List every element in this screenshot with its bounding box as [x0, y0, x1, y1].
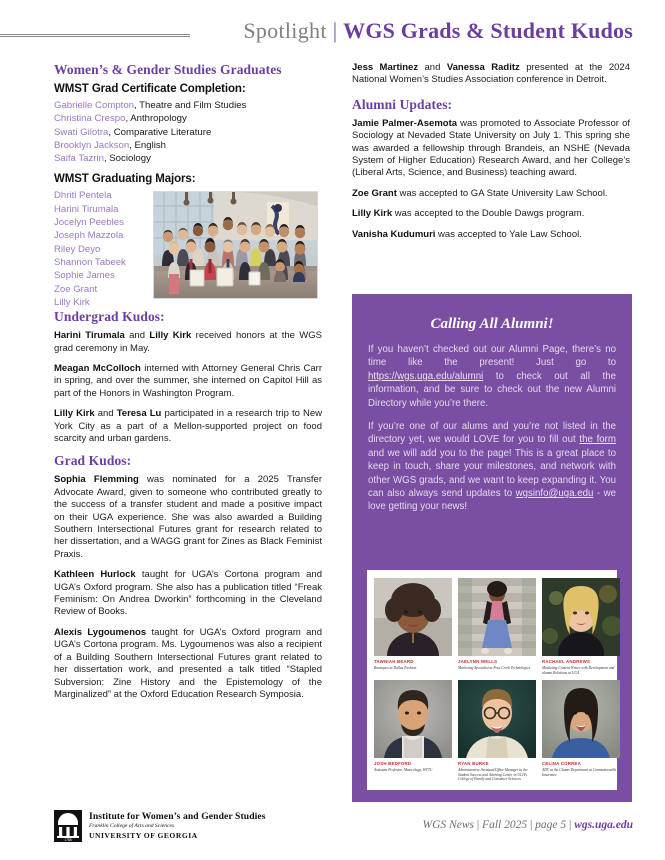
photo-grid-row	[374, 578, 615, 675]
connector: and	[418, 62, 447, 73]
callout-text: - we love getting your news!	[368, 488, 616, 513]
item-text: was accepted to the Double Dawgs program.	[392, 208, 585, 220]
person-name: Harini Tirumala	[54, 330, 125, 342]
person-name: Meagan McColloch	[54, 362, 141, 374]
subheading-certificate-completion: WMST Grad Certificate Completion:	[54, 83, 246, 95]
alumni-headshot	[374, 578, 452, 656]
alumni-name: JOSH BEDFORD	[374, 761, 412, 767]
alumni-update-item	[352, 229, 630, 241]
undergrad-kudos-item	[54, 363, 322, 400]
list-item: Riley Deyo	[54, 243, 101, 255]
conference-presentation-item	[352, 62, 630, 87]
graduating-majors-list	[54, 189, 150, 309]
section-heading-graduates: Women’s & Gender Studies Graduates	[54, 62, 282, 77]
alumni-name: JAELYNN WELLS	[458, 659, 498, 664]
alumni-photo-grid	[367, 570, 617, 790]
item-text: taught for UGA’s Oxford program and UGA’s Cortona program. Ms. Lygoumenos was also a recipient of a Building Southern Intersectional Futures grant related to her dissertation work, and presented a talk titled “Stapled Subversion: Zine History and the Epistemology of the Marginalized” at the Oxford Education Research Symposia.	[54, 626, 322, 700]
left-column	[54, 62, 322, 701]
person-name: Lilly Kirk	[54, 408, 95, 420]
alumni-photo-card	[458, 578, 536, 675]
student-dept: , Comparative Literature	[108, 126, 212, 138]
person-name: Lilly Kirk	[149, 330, 192, 342]
student-dept: , English	[129, 139, 166, 151]
section-heading-undergrad-kudos: Undergrad Kudos:	[54, 309, 165, 325]
person-name: Zoe Grant	[352, 187, 397, 199]
list-item	[54, 112, 322, 125]
alumni-headshot	[542, 578, 620, 656]
list-item: Sophie James	[54, 270, 115, 282]
the-form-link[interactable]: the form	[579, 434, 616, 446]
person-name: Teresa Lu	[116, 408, 162, 420]
page-title: WGS Grads & Student Kudos	[343, 18, 633, 43]
person-name: Kathleen Hurlock	[54, 569, 136, 581]
alumni-headshot	[542, 680, 620, 758]
callout-text: and we will add you to the page! This is a great place to keep in touch, share your milestones, and network with other WGS grads, and we want to keep expanding it. You can also always send updates to	[368, 447, 616, 500]
svg-text:1785: 1785	[64, 838, 72, 842]
majors-and-photo	[54, 189, 322, 309]
alumni-name: RACHAEL ANDREWS	[542, 659, 591, 664]
student-name: Saifa Tazrin	[54, 153, 104, 165]
list-item: Harini Tirumala	[54, 203, 119, 215]
callout-paragraph-1	[368, 343, 616, 410]
alumni-photo-card	[374, 578, 452, 675]
alumni-page-link[interactable]: https://wgs.uga.edu/alumni	[368, 370, 484, 382]
connector: and	[124, 330, 150, 342]
list-item	[54, 99, 322, 112]
page-masthead	[0, 14, 665, 48]
list-item	[54, 139, 322, 152]
grad-kudos-item	[54, 474, 322, 561]
item-text: was accepted to GA State University Law School.	[396, 187, 608, 199]
section-heading-grad-kudos: Grad Kudos:	[54, 453, 132, 469]
list-item	[54, 126, 322, 139]
separator: |	[527, 819, 536, 831]
masthead-divider: |	[332, 18, 338, 43]
alumni-photo-card	[374, 680, 452, 782]
undergrad-kudos-item	[54, 408, 322, 445]
photo-grid-row	[374, 680, 617, 782]
list-item: Dhriti Pentela	[54, 190, 112, 202]
item-text: received honors at the WGS grad ceremony in May.	[54, 330, 322, 354]
alumni-caption: Marketing Specialist at Poss Creek Technologies	[458, 666, 531, 670]
list-item	[54, 152, 322, 165]
person-name: Alexis Lygoumenos	[54, 626, 147, 638]
item-text: presented at the 2024 National Women’s Studies Association conference in Detroit.	[352, 62, 631, 86]
item-text: participated in a research trip to New York City as a part of a Mellon-supported project on food scarcity and urban gardens.	[54, 408, 322, 444]
student-name: Swati Gilotra	[54, 126, 109, 138]
subheading-graduating-majors: WMST Graduating Majors:	[54, 173, 196, 186]
alumni-update-item	[352, 188, 630, 200]
footer-meta	[423, 819, 633, 831]
callout-text: If you’re one of our alums and you’re not listed in the directory yet, we would LOVE for you to fill out	[368, 421, 616, 446]
undergrad-kudos-item	[54, 330, 322, 355]
item-text: was promoted to Associate Professor of Sociology at Nevaded State University on July 1. This spring she was awarded a fellowship through Brandeis, an NSHE (Nevada System of Higher Education) Research Award, and her College’s (Liberal Arts, Science, and Business) teaching award.	[352, 117, 630, 179]
university-name: UNIVERSITY OF GEORGIA	[89, 831, 198, 841]
institute-name: Institute for Women’s and Gender Studies	[89, 811, 266, 823]
page-number: page 5	[535, 819, 567, 831]
alumni-caption: Boutiques at Dallas Fashion	[374, 666, 417, 670]
grad-kudos-item	[54, 627, 322, 701]
alumni-photo-card	[542, 680, 620, 782]
calling-all-alumni-callout	[352, 294, 632, 802]
alumni-headshot	[458, 680, 536, 758]
item-text: was accepted to Yale Law School.	[435, 228, 582, 240]
list-item: Shannon Tabeek	[54, 256, 126, 268]
connector: and	[94, 408, 117, 420]
issue-date: Fall 2025	[482, 819, 528, 831]
alumni-photo-card	[542, 578, 620, 675]
student-dept: , Theatre and Film Studies	[134, 100, 247, 111]
alumni-caption: Administrative Assistant/Office Manager in the Student Success and Advising Center in UGA’s College of Family and Consumer Sciences	[458, 768, 528, 782]
student-name: Christina Crespo	[54, 113, 126, 125]
alumni-name: TAWNIAH BEARD	[374, 659, 414, 664]
page-footer	[0, 802, 665, 860]
grad-kudos-item	[54, 569, 322, 619]
alumni-headshot	[374, 680, 452, 758]
item-text: was nominated for a 2025 Transfer Advocate Award, given to someone who contributed greatly to the success of a transfer student and made a positive impact on their UGA experience. She was also awarded a Building Southern Intersectional Futures grant for research related to her dissertation, and a WAGG grant for Zines as Black Feminist Praxis.	[54, 474, 322, 560]
person-name: Sophia Flemming	[54, 474, 139, 486]
uga-institute-logo	[54, 810, 266, 842]
alumni-photo-card	[458, 680, 536, 782]
masthead-rule	[0, 34, 190, 37]
newsletter-name: WGS News	[422, 819, 474, 831]
list-item: Lilly Kirk	[54, 296, 90, 308]
alumni-caption: Assistant Professor, Musicology, WTTC	[374, 768, 433, 773]
student-dept: , Anthropology	[125, 113, 187, 125]
callout-title: Calling All Alumni!	[430, 316, 554, 332]
alumni-caption: Marketing Content Writer with Development and alumni Relations at UGA	[542, 666, 615, 675]
masthead-spotlight-label: Spotlight	[243, 18, 327, 43]
list-item: Zoe Grant	[54, 283, 98, 295]
alumni-caption: ADV at the Claims Department at Commonwealth Insurance	[542, 768, 617, 777]
logo-text-block	[89, 812, 266, 840]
item-text: interned with Attorney General Chris Carr in spring, and over the summer, she interned on Capitol Hill as part of the Honors in Washington Program.	[54, 362, 322, 399]
alumni-name: RYAN BURKE	[458, 761, 489, 767]
alumni-update-item	[352, 208, 630, 220]
person-name: Vanessa Raditz	[446, 62, 520, 73]
list-item: Jocelyn Peebles	[54, 217, 124, 229]
alumni-name: CELINA CORREA	[542, 761, 582, 767]
student-dept: , Sociology	[103, 153, 151, 165]
right-column	[352, 62, 630, 241]
person-name: Vanisha Kudumuri	[352, 228, 436, 240]
separator: |	[473, 819, 483, 831]
wgsinfo-email-link[interactable]: wgsinfo@uga.edu	[515, 488, 594, 500]
separator: |	[566, 819, 575, 831]
alumni-headshot	[458, 578, 536, 656]
callout-text: If you haven’t checked out our Alumni Page, there’s no time like the present! Just go to	[368, 344, 616, 369]
uga-arch-icon	[54, 810, 82, 842]
person-name: Jamie Palmer-Asemota	[352, 117, 458, 129]
person-name: Lilly Kirk	[352, 208, 393, 220]
section-heading-alumni-updates: Alumni Updates:	[352, 96, 453, 112]
list-item: Joseph Mazzola	[54, 230, 124, 242]
graduation-group-photo	[153, 191, 318, 299]
callout-text: to check out all the information, and be sure to check out the new Alumni Directory while you’re there.	[368, 370, 616, 409]
callout-paragraph-2	[368, 420, 616, 514]
person-name: Jess Martinez	[352, 62, 419, 73]
alumni-update-item	[352, 118, 630, 180]
certificate-completion-list	[54, 99, 322, 165]
student-name: Brooklyn Jackson	[54, 139, 130, 151]
student-name: Gabrielle Compton	[54, 100, 134, 111]
website-url[interactable]: wgs.uga.edu	[574, 819, 633, 831]
item-text: taught for UGA’s Cortona program and UGA’s Oxford program. She also has a publication titled “Freak Feminism: On Andrea Dworkin” forthcoming in the Cleveland Review of Books.	[54, 569, 322, 618]
college-name: Franklin College of Arts and Sciences	[89, 822, 175, 829]
